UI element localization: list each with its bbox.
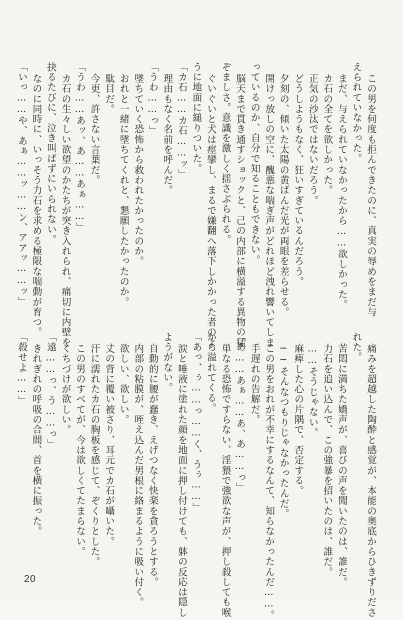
page-number: 20 [24, 574, 37, 585]
lower-text-block: 痛みを超越した陶酔と感覚が、本能の奥底からひきずりださ れた。 苦悶に満ちた嬌声が、喜びの声を聞いたのは、誰だ。 力石を追い込んで、この強暴を招いたのは、誰だ。 ……そうじゃない。 麻痺した心の片隅で、否定する。 ──そんなつもりじゃなかったんだ。 この男をおれが不幸にするなんて、知らなかったんだ……。 手遅れの告解だ。 「あ……あぁ……あ、あ……っ」 単なる恐怖ですらない、淫猥で強欲な声が、押し殺しても喉 から溢れてくる。 「あっ、ぅ……っ……く、うぅ……」 涙と唾液に塗れた顔を地面に押し付けても、躰の反応は隠し ようがない。 自動的に腰が蠢き、えげつなく快楽を貪ろうとする。 内部の粘膜が、咥え込んだ男根に絡まるように吸い付く。 欲しい、欲しい。 丈の背に覆い被さり、耳元でカ石が囁いた。 汗に濡れたカ石の胸板を感じて、ぞくりとした。 この男のすべてが、今は欲しくてたまらない。 くちづけが欲しい。 「遠……っ、う……っ」 きれぎれの呼吸の合間、首を横に振った。 「殺せよ……」 [15, 332, 376, 620]
upper-text-block: この男を何度も拒んできたのに、真実の辱めをまだ与 えられていなかった。 まだ、与えられていなかったから……欲しかった。 カ石の全てを欲しかった。 正気の沙汰ではないだろう。 どうしようもなく、狂いすぎているんだろう。 夕刻の、傾いた太陽の黄ばんだ光が両眼を差らせる。 開けっ放しの空に、醜悪な喘ぎ声がどれほど洩れ響いてしま っているのか、自分で知ることもできない。 脳天まで貫き通すショックと、己の内部に横溢する異物の猛 ぞましさ。意識を激しく揺さぶられる。 ぐいぐいと犬は痙攣し、まるで嫌翻へ落下しかかった者のよ うに地面に縋りついた。 「カ石……カ石……ッ」 理由もなく名前を呼んだ。 「うわ……っ」 墜ちていく恐怖から救われたかったのか。 おれと一緒に墜ちてくれと、懇願したかったのか。 駄目だ。 今更、許さない言葉だ。 「うわ……あッ、あ……あぁ……」 カ石の生々しい欲望のかたちが突き入れられ、痛切に内壁を 抉るたびに、泣き叫ばずにいられない。 なのに同時に、いっそう力石を求める極限な喘動が育つ。 「いっ……や、あぁ……ッ……ン、アアッ……ッ」 [15, 62, 376, 348]
